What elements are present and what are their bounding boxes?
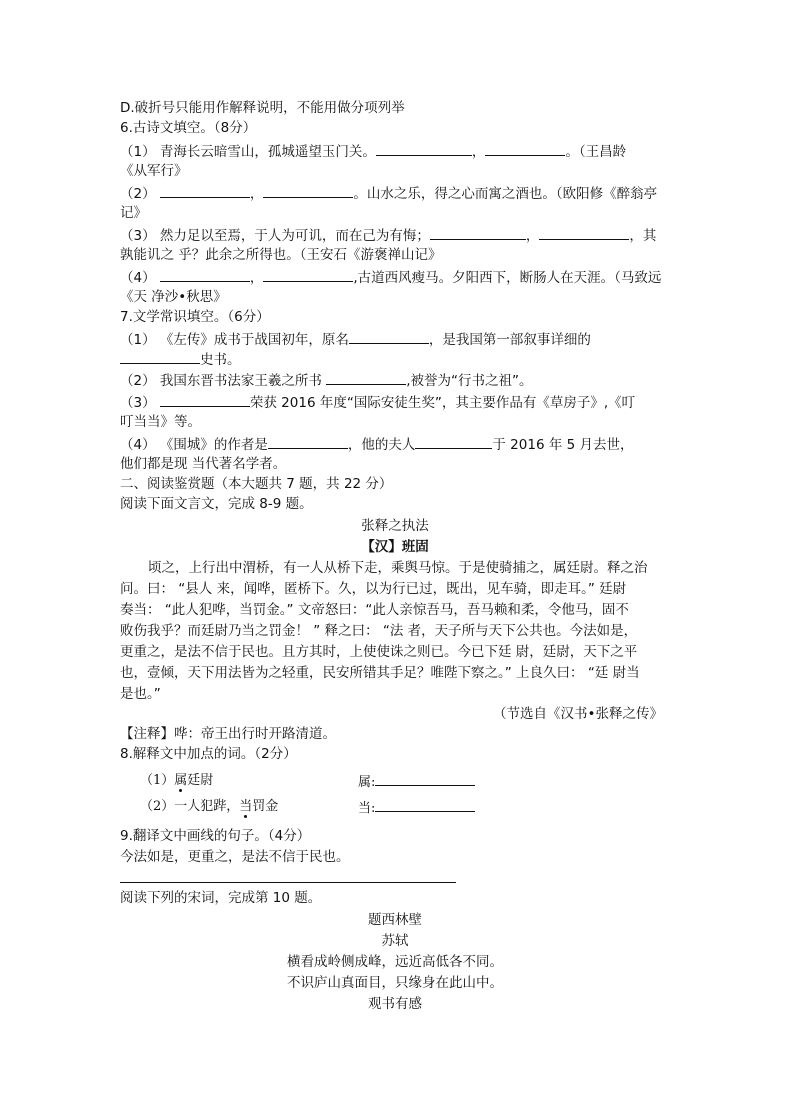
passage-line: 更重之，是法不信于民也。且方其时，上使使诛之则已。今已下廷 尉，廷尉，天下之平 [120, 644, 638, 660]
q8-item-1-answer [358, 771, 475, 793]
q6-item-3-text: （3） 然力足以至焉，于人为可讥，而在己为有悔； [120, 228, 430, 244]
q8-item-2-label: 当: [358, 801, 376, 816]
passage-line: 奏当： “此人犯哗，当罚金。” 文帝怒曰：“此人亲惊吾马，吾马赖和柔，令他马，固不 [120, 602, 629, 618]
question-6-heading: 6.古诗文填空。（8分） [120, 120, 257, 136]
q7-item-4-cont: 他们都是现 当代著名学者。 [120, 456, 287, 472]
answer-blank[interactable] [160, 183, 250, 198]
answer-blank[interactable] [485, 141, 565, 156]
q6-item-1 [120, 141, 626, 162]
q8-item-1-num: （1） [140, 773, 175, 788]
q6-item-3 [120, 225, 656, 246]
q8-item-1-label: 属: [358, 775, 376, 790]
q7-item-4-mid: ，他的夫人 [347, 437, 416, 453]
q6-item-3-end: ，其 [629, 228, 657, 244]
q7-item-2 [120, 370, 532, 391]
q6-item-3-sep: ， [525, 228, 540, 244]
q7-item-2-text: （2） 我国东晋书法家王羲之所书 [120, 373, 322, 389]
q6-item-4-cont: 《天 净沙•秋思》 [120, 289, 227, 305]
answer-blank[interactable] [375, 771, 475, 786]
q8-item-1-rest: 廷尉 [187, 773, 214, 788]
q7-item-4-end: 于 2016 年 5 月去世， [492, 437, 634, 453]
poem-author: 苏轼 [381, 933, 409, 949]
dotted-word: 当 [239, 799, 253, 814]
answer-blank[interactable] [349, 329, 429, 344]
q6-item-4-num: （4） [120, 270, 156, 286]
answer-blank[interactable] [120, 349, 200, 364]
q6-item-4 [120, 267, 661, 288]
dotted-word: 属 [174, 773, 188, 788]
q6-item-2 [120, 183, 657, 204]
answer-blank[interactable] [415, 434, 492, 449]
q8-item-2-answer [358, 797, 475, 819]
question-9-heading: 9.翻译文中画线的句子。（4分） [120, 828, 311, 844]
q8-item-2 [140, 797, 278, 817]
q7-item-4 [120, 434, 634, 455]
q7-item-3-text: 荣获 2016 年度“国际安徒生奖”，其主要作品有《草房子》,《叮 [249, 395, 636, 411]
passage-note: 【注释】哗：帝王出行时开路清道。 [120, 726, 336, 742]
q7-item-3-cont: 叮当当》等。 [120, 414, 201, 430]
q6-item-4-text: ,古道西风瘦马。夕阳西下，断肠人在天涯。（马致远 [353, 270, 662, 286]
answer-blank[interactable] [160, 267, 250, 282]
q7-item-1-text: （1） 《左传》成书于战国初年，原名 [120, 332, 349, 348]
q9-sentence: 今法如是，更重之，是法不信于民也。 [120, 849, 350, 865]
passage-title: 张释之执法 [361, 518, 429, 534]
answer-blank[interactable] [160, 392, 250, 407]
passage-source: （节选自《汉书•张释之传》 [493, 706, 663, 722]
q7-item-3 [120, 392, 635, 413]
q8-item-2-text: （2）一人犯跸， [140, 799, 240, 814]
q7-item-3-num: （3） [120, 395, 156, 411]
song-instruction: 阅读下列的宋词，完成第 10 题。 [120, 890, 322, 906]
q8-item-2-rest: 罚金 [252, 799, 279, 814]
answer-blank[interactable] [326, 370, 406, 385]
q7-item-4-text: （4） 《围城》的作者是 [120, 437, 268, 453]
section-2-heading: 二、阅读鉴赏题（本大题共 7 题，共 22 分） [120, 476, 393, 492]
answer-blank[interactable] [375, 797, 475, 812]
q6-item-2-num: （2） [120, 186, 156, 202]
question-7-heading: 7.文学常识填空。（6分） [120, 309, 270, 325]
passage-author: 【汉】班固 [361, 539, 429, 555]
q6-item-4-sep: ， [249, 270, 264, 286]
answer-line[interactable] [120, 882, 456, 883]
q7-item-1 [120, 329, 591, 350]
answer-blank[interactable] [263, 267, 353, 282]
poem2-title: 观书有感 [368, 996, 422, 1012]
poem-line: 不识庐山真面目，只缘身在此山中。 [287, 975, 503, 991]
q6-item-1-source: 。（王昌龄 [565, 144, 627, 160]
passage-line: 顷之，上行出中渭桥，有一人从桥下走，乘舆马惊。于是使骑捕之，属廷尉。释之治 [148, 560, 648, 576]
passage-line: 败伤我乎？而廷尉乃当之罚金！ ” 释之曰： “法 者，天子所与天下公共也。今法如是， [120, 623, 638, 639]
q8-item-1 [140, 771, 213, 791]
answer-blank[interactable] [430, 225, 526, 240]
poem-title: 题西林壁 [368, 912, 422, 928]
q7-item-1-cont-text: 史书。 [200, 352, 241, 368]
q7-item-1-cont [120, 349, 241, 370]
reading-instruction: 阅读下面文言文，完成 8-9 题。 [120, 496, 313, 512]
q6-item-2-text: 。山水之乐，得之心而寓之酒也。（欧阳修《醉翁亭 [353, 186, 658, 202]
q7-item-2-end: ,被誉为“行书之祖”。 [406, 373, 533, 389]
answer-blank[interactable] [376, 141, 472, 156]
passage-line: 是也。” [120, 686, 161, 702]
q6-item-1-sep: ， [471, 144, 486, 160]
option-d: D.破折号只能用作解释说明，不能用做分项列举 [120, 100, 405, 116]
q6-item-1-cont: 《从军行》 [120, 163, 188, 179]
answer-blank[interactable] [539, 225, 629, 240]
answer-blank[interactable] [263, 183, 353, 198]
answer-blank[interactable] [268, 434, 348, 449]
q6-item-2-cont: 记》 [120, 205, 147, 221]
q6-item-2-sep: ， [249, 186, 264, 202]
q6-item-1-text: （1） 青海长云暗雪山，孤城遥望玉门关。 [120, 144, 376, 160]
passage-line: 问。曰： “县人 来，闻哗，匿桥下。久，以为行已过，既出，见车骑，即走耳。” 廷尉 [120, 581, 627, 597]
q6-item-3-cont: 孰能讥之 乎？此余之所得也。（王安石《游褒禅山记》 [120, 247, 442, 263]
question-8-heading: 8.解释文中加点的词。（2分） [120, 746, 297, 762]
passage-line: 也，壹倾，天下用法皆为之轻重，民安所错其手足？唯陛下察之。” 上良久曰： “廷 尉当 [120, 665, 640, 681]
q7-item-1-end: ，是我国第一部叙事详细的 [428, 332, 591, 348]
poem-line: 横看成岭侧成峰，远近高低各不同。 [287, 954, 503, 970]
